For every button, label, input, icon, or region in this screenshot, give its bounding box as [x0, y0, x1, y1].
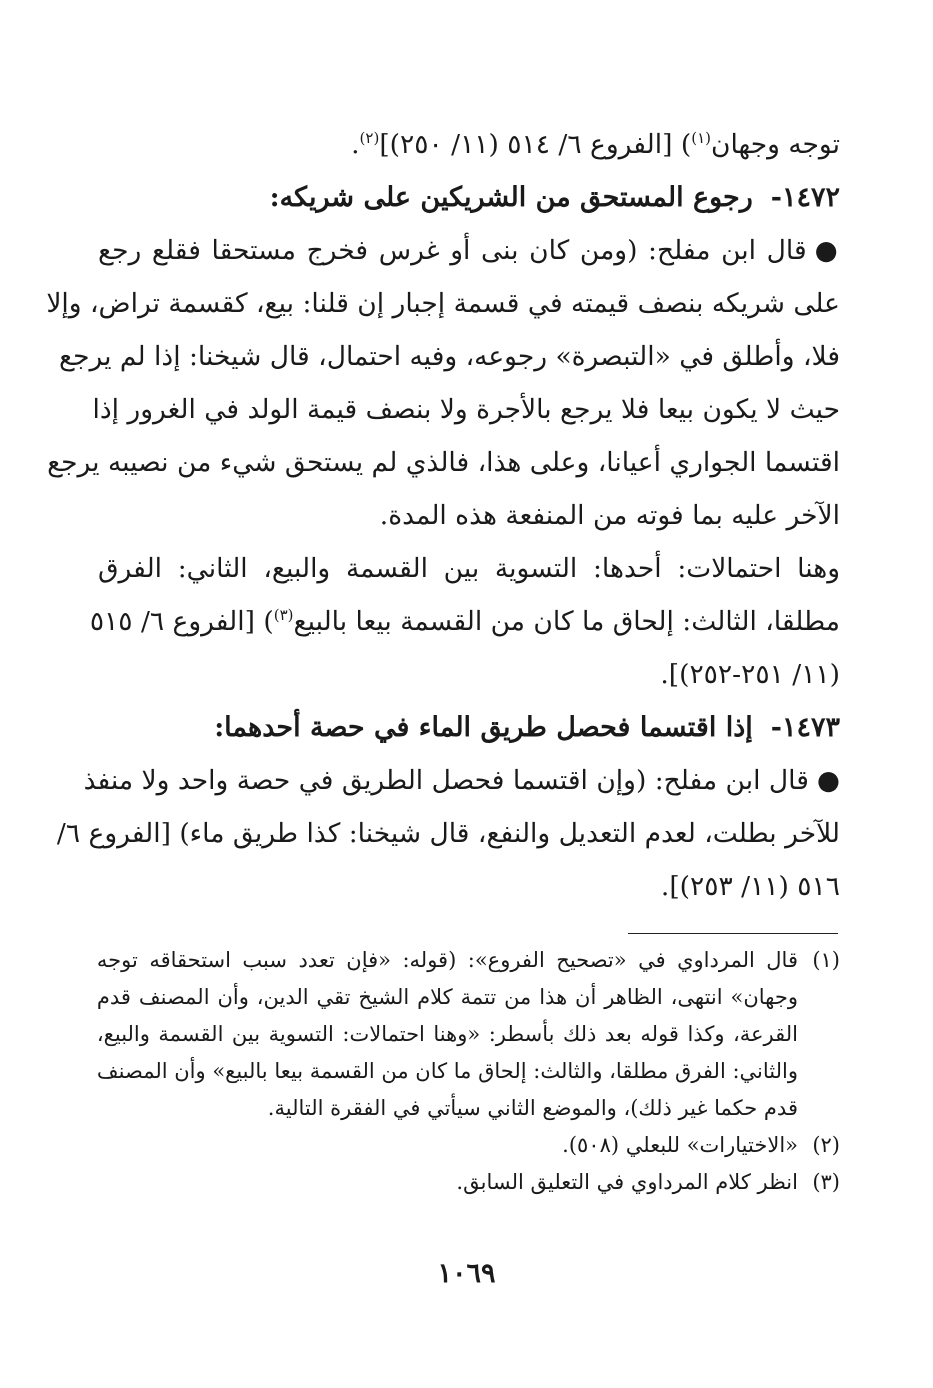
footnote-3: [98, 1164, 840, 1201]
footnote-ref-2[interactable]: (٢): [359, 129, 380, 148]
footnotes: [98, 942, 840, 1201]
footnote-line: قال المرداوي في «تصحيح الفروع»: (قوله: «فإن تعدد سبب استحقاقه توجه: [96, 948, 798, 972]
footnote-line: القرعة، وكذا قوله بعد ذلك بأسطر: «وهنا احتمالات: التسوية بين القسمة والبيع،: [96, 1022, 798, 1046]
intro-end: .: [351, 129, 360, 160]
intro-text: توجه وجهان: [710, 129, 840, 160]
bullet-icon: ●: [816, 765, 840, 796]
paragraph-line: حيث لا يكون بيعا فلا يرجع بالأجرة ولا بنصف قيمة الولد في الغرور إذا: [92, 394, 840, 425]
footnote-2: [98, 1127, 840, 1164]
footnote-ref-3[interactable]: (٣): [273, 606, 294, 625]
section-1472-number: ١٤٧٢-: [770, 182, 840, 213]
main-text: [46, 118, 840, 913]
footnote-line: انظر كلام المرداوي في التعليق السابق.: [456, 1170, 798, 1194]
footnote-line: «الاختيارات» للبعلي (٥٠٨).: [562, 1133, 798, 1157]
paragraph-line: فلا، وأطلق في «التبصرة» رجوعه، وفيه احتمال، قال شيخنا: إذا لم يرجع: [59, 341, 840, 372]
footnote-number: (٣): [812, 1170, 840, 1194]
section-1472-title: رجوع المستحق من الشريكين على شريكه:: [269, 182, 753, 213]
footnote-line: والثاني: الفرق مطلقا، والثالث: إلحاق ما كان من القسمة بيعا بالبيع» وأن المصنف: [96, 1059, 798, 1083]
footnote-number: (٢): [812, 1133, 840, 1157]
footnote-body: [98, 1127, 798, 1164]
paragraph-line: [83, 754, 840, 807]
footnote-1: [98, 942, 840, 1127]
intro-reference: ) [الفروع ٦/ ٥١٤ (١١/ ٢٥٠)]: [379, 129, 692, 160]
footnote-body: [97, 942, 798, 1127]
paragraph-line: اقتسما الجواري أعيانا، وعلى هذا، فالذي لم يستحق شيء من نصيبه يرجع: [47, 447, 840, 478]
paragraph-line: وهنا احتمالات: أحدها: التسوية بين القسمة والبيع، الثاني: الفرق: [98, 553, 840, 584]
line-text: قال ابن مفلح: (ومن كان بنى أو غرس فخرج مستحقا فقلع رجع: [98, 235, 807, 266]
footnote-number: (١): [812, 948, 840, 972]
section-1473-title: إذا اقتسما فحصل طريق الماء في حصة أحدهما:: [214, 712, 753, 743]
paragraph-line: الآخر عليه بما فوته من المنفعة هذه المدة.: [379, 500, 840, 531]
paragraph-line: [98, 224, 840, 277]
section-1473-heading: [98, 701, 840, 754]
section-1473-number: ١٤٧٣-: [770, 712, 840, 743]
section-1472-heading: [98, 171, 840, 224]
line-text: قال ابن مفلح: (وإن اقتسما فحصل الطريق في حصة واحد ولا منفذ: [83, 765, 809, 796]
paragraph-line: على شريكه بنصف قيمته في قسمة إجبار إن قلنا: بيع، كقسمة تراض، وإلا: [46, 288, 840, 319]
paragraph-line: (١١/ ٢٥١-٢٥٢)].: [660, 659, 840, 690]
paragraph-line: [89, 595, 840, 648]
line-text: مطلقا، الثالث: إلحاق ما كان من القسمة بيعا بالبيع: [293, 606, 840, 637]
intro-line: [98, 118, 840, 171]
bullet-icon: ●: [814, 235, 840, 266]
footnote-body: [98, 1164, 798, 1201]
paragraph-line: للآخر بطلت، لعدم التعديل والنفع، قال شيخنا: كذا طريق ماء) [الفروع ٦/: [56, 818, 840, 849]
footnote-line: قدم حكما غير ذلك)، والموضع الثاني سيأتي في الفقرة التالية.: [267, 1096, 798, 1120]
page-number: ١٠٦٩: [437, 1258, 496, 1289]
paragraph-line: ٥١٦ (١١/ ٢٥٣)].: [660, 871, 840, 902]
footnote-separator: [628, 933, 838, 934]
footnote-ref-1[interactable]: (١): [691, 129, 711, 148]
footnote-line: وجهان» انتهى، الظاهر أن هذا من تتمة كلام الشيخ تقي الدين، وأن المصنف قدم: [96, 985, 798, 1009]
line-reference: ) [الفروع ٦/ ٥١٥: [89, 606, 274, 637]
